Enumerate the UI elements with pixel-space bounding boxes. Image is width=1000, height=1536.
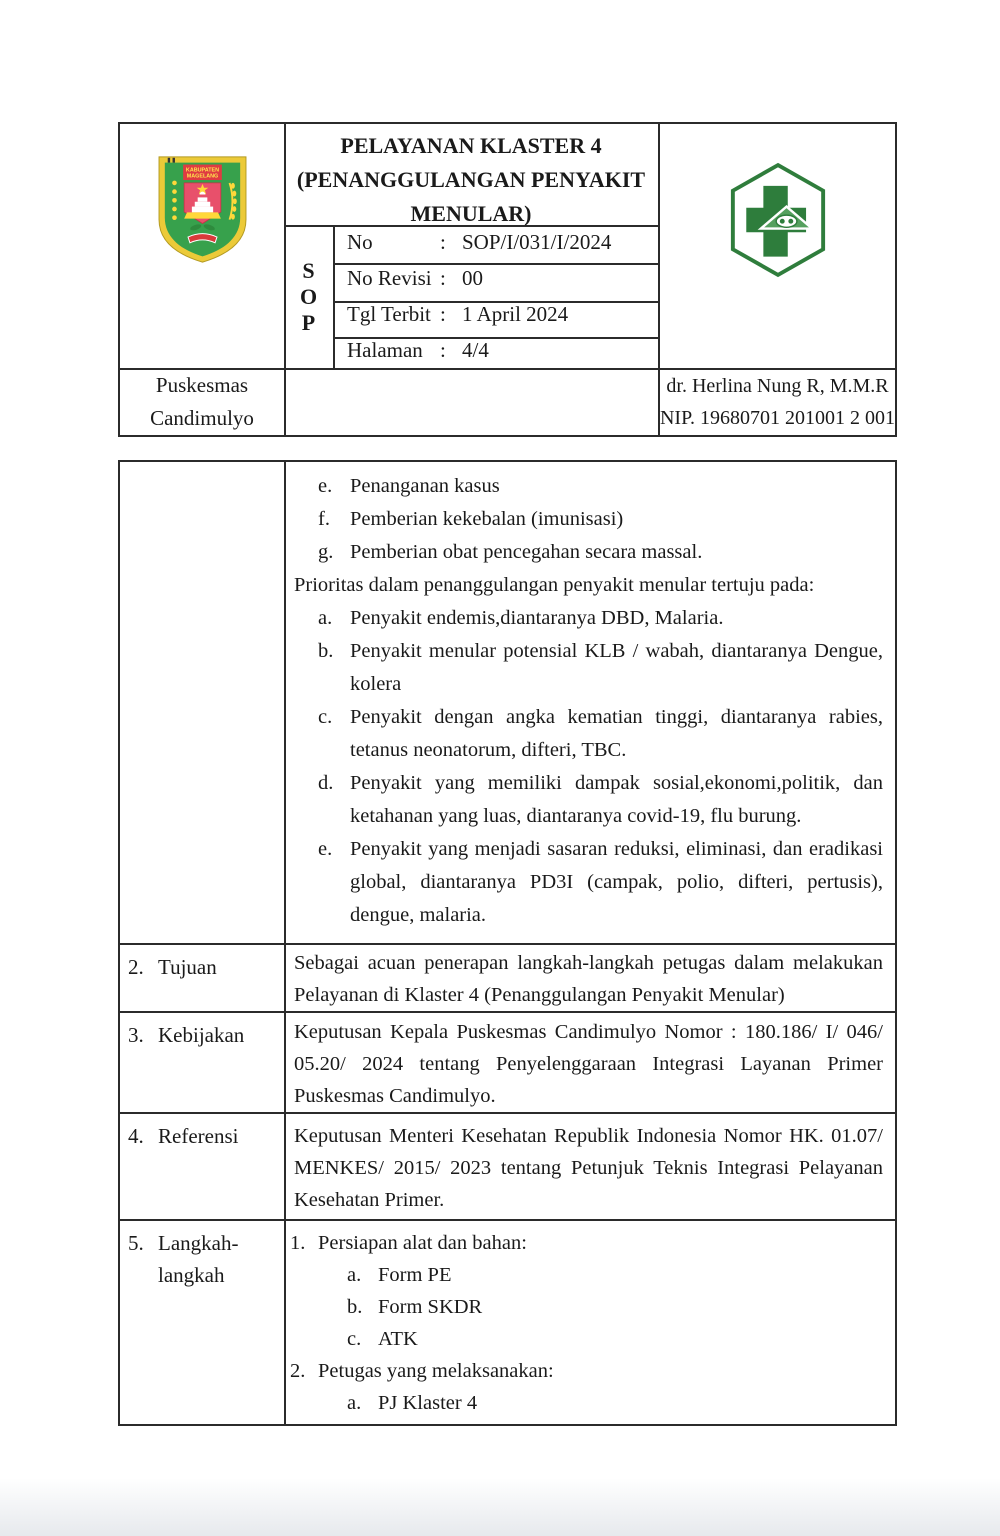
list-marker: d. — [318, 772, 334, 794]
header-empty-cell — [284, 368, 658, 435]
sop-title-line-3: MENULAR) — [410, 201, 532, 226]
crest-logo-cell — [120, 124, 284, 368]
row1-content-cell — [284, 462, 895, 943]
detail-value: SOP/I/031/I/2024 — [462, 230, 612, 255]
step-text: PJ Klaster 4 — [378, 1392, 478, 1414]
row-number: 5. — [128, 1231, 144, 1255]
step-text: Persiapan alat dan bahan: — [318, 1232, 527, 1254]
detail-label: Halaman — [347, 337, 423, 362]
step-marker: 2. — [290, 1360, 306, 1382]
org-name-cell — [120, 368, 284, 435]
step-text: ATK — [378, 1328, 418, 1350]
row1-label-cell-empty — [120, 462, 284, 943]
detail-row-tgl-terbit — [333, 297, 658, 333]
list-item — [318, 833, 883, 932]
list-text: Pemberian kekebalan (imunisasi) — [350, 508, 624, 530]
row-label: Kebijakan — [158, 1023, 245, 1047]
puskesmas-logo-icon — [717, 152, 839, 288]
sop-content-table — [118, 460, 897, 1426]
step-text: Form PE — [378, 1264, 452, 1286]
detail-label: No — [347, 230, 373, 255]
step-marker: 1. — [290, 1232, 306, 1254]
kabupaten-magelang-crest-icon — [154, 152, 251, 266]
list-item — [318, 767, 883, 833]
tujuan-text: Sebagai acuan penerapan langkah-langkah petugas dalam melakukan Pelayanan di Klaster 4 (Penanggulangan Penyakit Menular) — [294, 952, 883, 1006]
list-item — [318, 470, 883, 503]
step-sub-item — [347, 1259, 883, 1291]
list-text: Penyakit menular potensial KLB / wabah, diantaranya Dengue, kolera — [350, 640, 883, 695]
sop-letter-s: S — [302, 257, 315, 283]
crest-banner-text-2: MAGELANG — [186, 173, 218, 180]
list-marker: e. — [318, 838, 333, 860]
list-text: Pemberian obat pencegahan secara massal. — [350, 541, 703, 563]
sop-letter-o: O — [299, 283, 318, 309]
kebijakan-text: Keputusan Kepala Puskesmas Candimulyo Nomor : 180.186/ I/ 046/ 05.20/ 2024 tentang Penyelenggaraan Integrasi Layanan Primer Puskesmas Candimulyo. — [294, 1021, 883, 1107]
step-marker: c. — [347, 1328, 362, 1350]
list-marker: a. — [318, 607, 333, 629]
signatory-cell — [658, 368, 897, 435]
step-sub-item — [347, 1387, 883, 1419]
row-label: Referensi — [158, 1124, 239, 1148]
list-marker: e. — [318, 475, 333, 497]
detail-colon: : — [440, 230, 446, 255]
step-marker: b. — [347, 1296, 363, 1318]
row-kebijakan-content-cell — [284, 1011, 895, 1112]
sop-vertical-label-cell — [284, 225, 333, 368]
list-item — [318, 602, 883, 635]
puskesmas-logo-cell — [658, 124, 897, 368]
priority-paragraph: Prioritas dalam penanggulangan penyakit menular tertuju pada: — [294, 574, 815, 596]
list-item — [318, 635, 883, 701]
row-label-line-1: Langkah- — [158, 1231, 239, 1255]
list-text: Penyakit yang menjadi sasaran reduksi, eliminasi, dan eradikasi global, diantaranya PD3I (campak, polio, difteri, pertusis), dengue, malaria. — [350, 838, 883, 926]
row-kebijakan-label-cell — [120, 1011, 284, 1112]
referensi-text: Keputusan Menteri Kesehatan Republik Indonesia Nomor HK. 01.07/ MENKES/ 2015/ 2023 tentang Petunjuk Teknis Integrasi Pelayanan Kesehatan Primer. — [294, 1125, 883, 1211]
sop-letter-p: P — [301, 309, 316, 335]
row-number: 2. — [128, 955, 144, 979]
step-text: Petugas yang melaksanakan: — [318, 1360, 554, 1382]
org-name-line-1: Puskesmas — [155, 373, 249, 397]
step-item — [290, 1227, 883, 1259]
detail-value: 1 April 2024 — [462, 301, 569, 326]
row-referensi-content-cell — [284, 1112, 895, 1219]
step-marker: a. — [347, 1264, 362, 1286]
row-langkah-label-cell — [120, 1219, 284, 1424]
step-item — [290, 1355, 883, 1387]
sop-title-line-1: PELAYANAN KLASTER 4 — [340, 133, 602, 158]
row-tujuan-label-cell — [120, 943, 284, 1011]
sop-title-cell — [284, 124, 658, 225]
list-text: Penyakit endemis,diantaranya DBD, Malaria. — [350, 607, 724, 629]
step-marker: a. — [347, 1392, 362, 1414]
crest-banner-text-1: KABUPATEN — [185, 167, 219, 174]
sop-title-line-2: (PENANGGULANGAN PENYAKIT — [296, 167, 646, 192]
row-referensi-label-cell — [120, 1112, 284, 1219]
row-number: 3. — [128, 1023, 144, 1047]
list-item — [318, 701, 883, 767]
org-name-line-2: Candimulyo — [150, 406, 254, 430]
detail-value: 4/4 — [462, 337, 489, 362]
detail-row-no-revisi — [333, 261, 658, 297]
step-sub-item — [347, 1323, 883, 1355]
detail-colon: : — [440, 266, 446, 291]
step-text: Form SKDR — [378, 1296, 483, 1318]
detail-row-halaman — [333, 332, 658, 368]
row-langkah-content-cell — [284, 1219, 895, 1424]
list-text: Penyakit yang memiliki dampak sosial,ekonomi,politik, dan ketahanan yang luas, diantaranya covid-19, flu burung. — [350, 772, 883, 827]
detail-colon: : — [440, 337, 446, 362]
detail-row-no — [333, 225, 658, 261]
detail-colon: : — [440, 301, 446, 326]
list-item — [318, 503, 883, 536]
row-number: 4. — [128, 1124, 144, 1148]
signatory-name: dr. Herlina Nung R, M.M.R — [666, 375, 889, 397]
detail-label: Tgl Terbit — [347, 301, 431, 326]
sop-details-table — [333, 225, 658, 368]
step-sub-item — [347, 1291, 883, 1323]
list-marker: f. — [318, 508, 330, 530]
list-text: Penanganan kasus — [350, 475, 500, 497]
list-marker: b. — [318, 640, 334, 662]
list-marker: c. — [318, 706, 333, 728]
list-item — [318, 536, 883, 569]
list-marker: g. — [318, 541, 334, 563]
detail-label: No Revisi — [347, 266, 432, 291]
sop-header-table — [118, 122, 897, 437]
detail-value: 00 — [462, 266, 483, 291]
signatory-nip: NIP. 19680701 201001 2 001 — [659, 407, 895, 429]
row-tujuan-content-cell — [284, 943, 895, 1011]
row-label-line-2: langkah — [158, 1263, 225, 1287]
list-text: Penyakit dengan angka kematian tinggi, diantaranya rabies, tetanus neonatorum, difteri, TBC. — [350, 706, 883, 761]
row-label: Tujuan — [158, 955, 217, 979]
